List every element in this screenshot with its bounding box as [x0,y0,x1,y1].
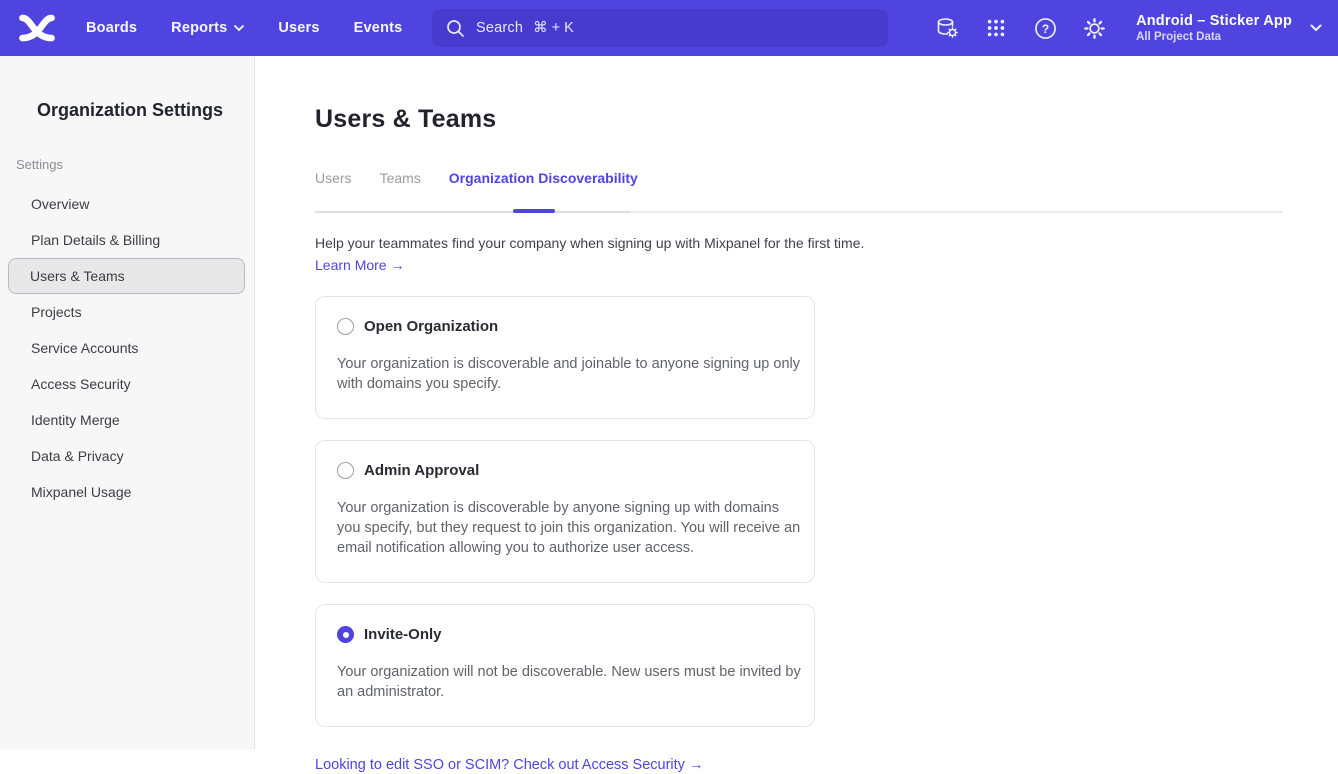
sidebar-item-mixpanel-usage[interactable]: Mixpanel Usage [31,484,132,500]
nav-item-events-label: Events [353,20,403,36]
radio-open-organization[interactable] [337,318,354,335]
tab-bar [315,170,1283,188]
nav-item-users-label: Users [278,20,320,36]
active-tab-indicator [513,209,555,213]
sidebar-item-projects[interactable]: Projects [31,304,82,320]
search-icon [446,19,465,38]
access-security-link[interactable]: Looking to edit SSO or SCIM? Check out Access Security → [315,757,704,773]
option-card-open-organization[interactable] [315,296,815,419]
sidebar-item-overview[interactable]: Overview [31,196,90,212]
help-icon[interactable] [1033,16,1057,40]
learn-more-link[interactable]: Learn More → [315,257,405,273]
option-head [337,626,793,643]
discoverability-intro-text: Help your teammates find your company when signing up with Mixpanel for the first time. [315,235,865,251]
data-management-icon[interactable] [935,16,959,40]
navbar-right-cluster [935,12,1322,45]
chevron-down-icon [234,25,244,32]
search-placeholder: Search [476,20,524,36]
tab-divider [315,211,1283,213]
option-label: Invite-Only [364,626,442,643]
option-description: Your organization will not be discoverable. New users must be invited by an administrator. [337,664,801,700]
apps-grid-icon[interactable] [984,16,1008,40]
option-card-admin-approval[interactable] [315,440,815,583]
option-card-invite-only[interactable] [315,604,815,727]
nav-item-reports[interactable] [171,20,244,36]
project-switcher-labels [1136,12,1292,45]
sidebar-item-plan-details-billing[interactable]: Plan Details & Billing [31,232,161,248]
sidebar-item-service-accounts[interactable]: Service Accounts [31,340,139,356]
sidebar-section-label: Settings [16,157,63,172]
nav-item-reports-label: Reports [171,20,228,36]
mixpanel-logo-icon[interactable] [18,13,56,43]
option-head [337,318,793,335]
sidebar-item-data-privacy[interactable]: Data & Privacy [31,448,124,464]
nav-item-events[interactable] [354,20,403,36]
option-label: Open Organization [364,318,499,335]
top-navbar [0,0,1338,56]
page-title: Users & Teams [315,105,497,133]
option-label: Admin Approval [364,462,480,479]
primary-nav [86,20,436,36]
tab-organization-discoverability[interactable]: Organization Discoverability [448,170,638,186]
sidebar-item-users-teams[interactable]: Users & Teams [8,258,245,294]
tab-users[interactable]: Users [315,170,352,186]
chevron-down-icon [1310,24,1322,32]
page-body [0,56,1338,773]
nav-item-boards[interactable] [86,20,137,36]
radio-invite-only[interactable] [337,626,354,643]
settings-gear-icon[interactable] [1082,16,1106,40]
option-head [337,462,793,479]
settings-sidebar [0,56,255,749]
radio-admin-approval[interactable] [337,462,354,479]
main-content [255,56,1338,773]
option-description: Your organization is discoverable and joinable to anyone signing up only with domains you specify. [337,356,800,392]
sidebar-nav-list [0,186,254,510]
sidebar-item-identity-merge[interactable]: Identity Merge [31,412,120,428]
sidebar-title: Organization Settings [37,100,224,120]
project-name: Android – Sticker App [1136,12,1292,29]
svg-text:?: ? [1041,21,1049,36]
nav-item-users[interactable] [278,20,319,36]
nav-item-boards-label: Boards [86,20,138,36]
option-description: Your organization is discoverable by anyone signing up with domains you specify, but they request to join this organization. You will receive an email notification allowing you to authorize user access. [337,500,801,556]
project-switcher[interactable] [1136,12,1322,45]
search-input[interactable] [432,9,888,47]
sidebar-item-access-security[interactable]: Access Security [31,376,131,392]
tab-teams[interactable]: Teams [379,170,421,186]
search-shortcut: ⌘ + K [533,20,574,36]
project-scope: All Project Data [1136,30,1222,43]
